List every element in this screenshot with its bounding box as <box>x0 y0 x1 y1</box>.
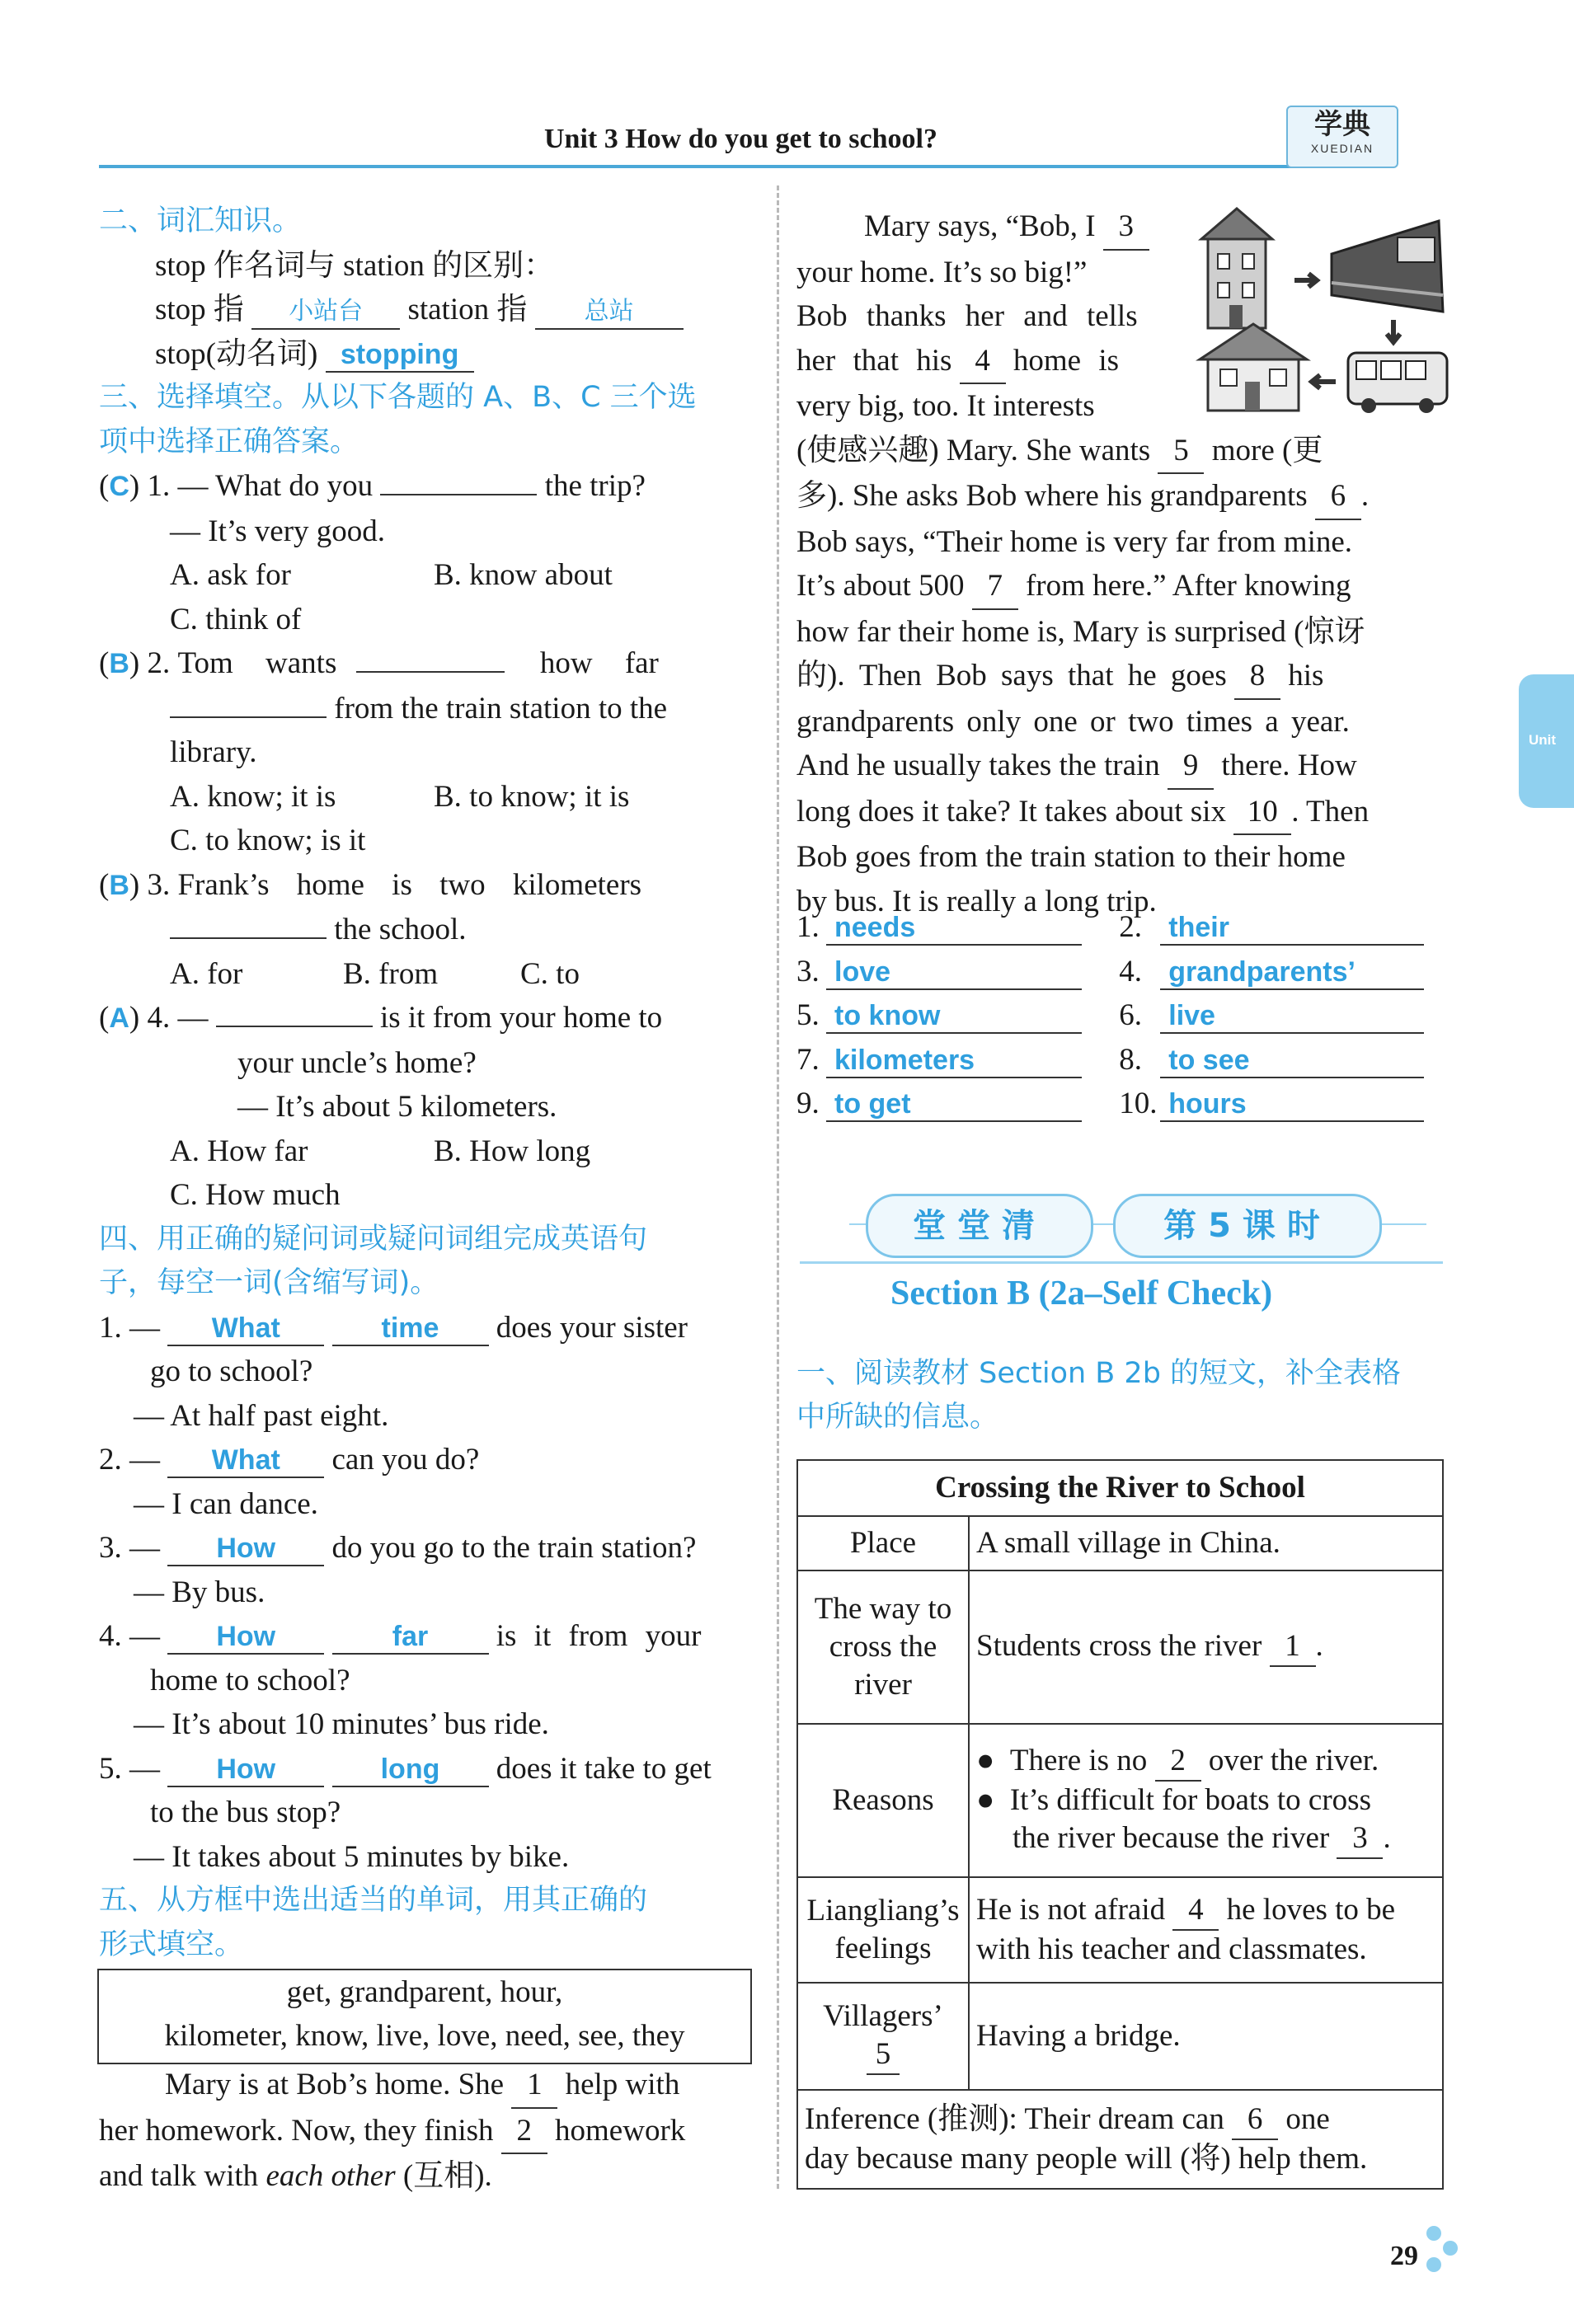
q4-5-answer-2: long <box>332 1753 489 1787</box>
pass-blank-9: 9 <box>1168 744 1214 790</box>
pass-l1-text: Mary says, “Bob, I <box>864 209 1096 243</box>
table-blank-5: 5 <box>867 2035 900 2075</box>
ans-9: to get <box>826 1087 1082 1122</box>
reason-3-text: the river because the river <box>1013 1821 1330 1855</box>
q4-1-line2: go to school? <box>150 1354 313 1388</box>
p5-text1: Mary is at Bob’s home. She <box>165 2068 505 2101</box>
pass-l7-textb: . <box>1360 479 1370 513</box>
part4-heading-2: 子，每空一词(含缩写词)。 <box>99 1266 439 1299</box>
q3-3: (B) 3. Frank’s home is two kilometers <box>99 867 642 902</box>
q4-5-answer-1: How <box>167 1753 324 1787</box>
page-number: 29 <box>1390 2241 1418 2271</box>
section-rule <box>800 1261 1443 1264</box>
q4-1-num: 1. <box>99 1310 122 1345</box>
q3-1-reply: — It’s very good. <box>170 514 386 548</box>
pass-l6-text: (使感兴趣) Mary. She wants <box>796 433 1151 467</box>
verb-answer: stopping <box>326 338 474 373</box>
inf-text2: day because many people will (将) help them. <box>805 2142 1368 2176</box>
q3-2-answer: B <box>109 648 129 679</box>
p5-text3: and talk with <box>99 2159 259 2193</box>
q4-4-answer-2: far <box>332 1620 489 1655</box>
pass-l14-text: long does it take? It takes about six <box>796 794 1226 829</box>
q3-2-opt-a: A. know; it is <box>170 779 336 814</box>
q4-4-text: is it from your <box>496 1619 702 1653</box>
down-arrow-icon <box>1387 320 1400 342</box>
ans-1-num: 1. <box>796 910 820 944</box>
pass-l9 <box>796 564 1456 610</box>
section-title: Section B (2a–Self Check) <box>890 1275 1273 1312</box>
word-box <box>97 1969 752 2064</box>
q4-2: 2. — What can you do? <box>99 1443 480 1477</box>
q3-4-line2: your uncle’s home? <box>237 1045 477 1080</box>
q3-2: (B) 2. Tom wants how far <box>99 646 659 680</box>
q3-2-options <box>99 775 759 819</box>
feel-l1: Liangliang’s <box>806 1894 960 1927</box>
q4-3-text: do you go to the train station? <box>331 1531 697 1565</box>
q3-4-opt-a: A. How far <box>170 1134 308 1168</box>
table-blank-3: 3 <box>1337 1819 1383 1859</box>
table-blank-6: 6 <box>1232 2101 1278 2140</box>
q4-3-answer: How <box>167 1532 324 1566</box>
p5-line3 <box>99 2154 759 2199</box>
pass-l13-text: And he usually takes the train <box>796 749 1160 782</box>
pass-blank-7: 7 <box>972 564 1018 610</box>
pass-l16: by bus. It is really a long trip. <box>796 884 1157 918</box>
row-way-value <box>969 1570 1443 1724</box>
reason-1-end: over the river. <box>1208 1744 1379 1777</box>
q3-2-line3: library. <box>170 735 257 769</box>
inf-text: Inference (推测): Their dream can <box>805 2102 1224 2136</box>
p5-text1b: help with <box>565 2068 680 2101</box>
bus-icon <box>1348 353 1447 413</box>
pass-l12: grandparents only one or two times a year. <box>796 704 1350 739</box>
q4-2-num: 2. <box>99 1443 122 1477</box>
answers-row-1 <box>796 905 1456 950</box>
row-villagers-label <box>797 1983 969 2090</box>
q3-3-opt-b: B. from <box>343 956 439 991</box>
pass-l11-text: 的). Then Bob says that he goes <box>796 659 1227 693</box>
table-row <box>797 1877 1443 1983</box>
way-l2: cross the <box>829 1630 937 1664</box>
q3-3-opt-c: C. to <box>520 956 580 991</box>
way-l1: The way to <box>814 1592 952 1626</box>
ans-2-num: 2. <box>1119 910 1142 944</box>
q4-4: 4. — How far is it from your <box>99 1619 702 1653</box>
reason-3-end: . <box>1383 1821 1391 1855</box>
part5-heading: 五、从方框中选出适当的单词，用其正确的 <box>99 1884 648 1917</box>
q3-3-options <box>99 952 759 997</box>
pass-l10: how far their home is, Mary is surprised (惊讶 <box>796 614 1365 649</box>
q4-1-answer-2: time <box>332 1312 489 1346</box>
pass-l14 <box>796 790 1456 836</box>
q4-5-line2: to the bus stop? <box>150 1796 341 1829</box>
q3-2-blank-1 <box>356 671 505 673</box>
side-tab-label: Unit <box>1529 732 1557 748</box>
pass-l4-textb: home is <box>1013 343 1120 378</box>
ans-10-num: 10. <box>1119 1087 1158 1120</box>
table-blank-2: 2 <box>1155 1742 1201 1782</box>
q4-5-num: 5. <box>99 1751 122 1786</box>
pass-l13-textb: there. How <box>1221 749 1357 782</box>
q4-1: 1. — What time does your sister <box>99 1310 688 1345</box>
ans-5-num: 5. <box>796 998 820 1032</box>
q3-1-opt-c: C. think of <box>170 602 302 636</box>
q4-1-text: does your sister <box>496 1310 688 1345</box>
q3-2-opt-c: C. to know; is it <box>170 824 366 857</box>
row-feelings-label <box>797 1877 969 1983</box>
big-house-icon <box>1201 209 1272 328</box>
row-reasons-label: Reasons <box>797 1724 969 1877</box>
reason-2-text: It’s difficult for boats to cross <box>1009 1783 1371 1817</box>
logo-en: XUEDIAN <box>1310 142 1374 155</box>
logo-cn: 学典 <box>1314 108 1370 141</box>
q3-3-text: Frank’s home is two kilometers <box>177 867 642 902</box>
p5-text3c: (互相). <box>402 2159 492 2193</box>
trip-illustration <box>1191 204 1455 419</box>
table-title-row <box>797 1460 1443 1516</box>
q4-1-reply: — At half past eight. <box>134 1398 389 1433</box>
train-icon <box>1332 221 1443 312</box>
q3-1-opt-b: B. know about <box>434 558 613 592</box>
q3-1-opt-a: A. ask for <box>170 558 291 592</box>
decor-dot <box>1426 2226 1441 2241</box>
part2-line2 <box>99 288 759 332</box>
pass-blank-4: 4 <box>960 339 1006 385</box>
banner-right: 第5课时 <box>1113 1194 1382 1258</box>
feel-l2: feelings <box>834 1932 932 1965</box>
ans-1: needs <box>826 911 1082 946</box>
answers-row-2 <box>796 950 1456 994</box>
q4-4-answer-1: How <box>167 1620 324 1655</box>
way-text: Students cross the river <box>976 1629 1262 1663</box>
row-place-value: A small village in China. <box>969 1516 1443 1570</box>
part4-heading: 四、用正确的疑问词或疑问词组完成英语句 <box>99 1222 648 1256</box>
table-title: Crossing the River to School <box>797 1460 1443 1516</box>
q3-2-opt-b: B. to know; it is <box>434 779 630 814</box>
p5-italic: each other <box>265 2159 396 2193</box>
left-column <box>99 200 759 1967</box>
ans-10: hours <box>1160 1087 1424 1122</box>
q3-2-num: 2. <box>147 646 171 680</box>
p5-blank-2: 2 <box>501 2109 547 2155</box>
q3-3-opt-a: A. for <box>170 956 243 991</box>
table-blank-4: 4 <box>1172 1891 1219 1931</box>
q3-1-text: — What do you <box>177 469 374 503</box>
q4-4-line2: home to school? <box>150 1663 350 1697</box>
pass-l9-text: It’s about 500 <box>796 569 965 603</box>
q3-4-line3: — It’s about 5 kilometers. <box>237 1090 557 1124</box>
pass-l7-text: 多). She asks Bob where his grandparents <box>796 479 1308 513</box>
pass-l9-textb: from here.” After knowing <box>1025 569 1351 603</box>
publisher-logo <box>1286 106 1398 168</box>
q3-4-opt-b: B. How long <box>434 1134 591 1168</box>
ans-2: their <box>1160 911 1424 946</box>
header-rule <box>99 165 1311 168</box>
q3-2-text-c: from the train station to the <box>334 691 668 725</box>
q3-3-line2 <box>99 908 759 952</box>
table-row <box>797 1724 1443 1877</box>
pass-blank-3: 3 <box>1103 204 1149 251</box>
q3-4-blank <box>216 1026 373 1027</box>
q3-2-text: Tom wants <box>177 646 337 680</box>
q3-3-answer: B <box>109 869 129 901</box>
row-reasons-value <box>969 1724 1443 1877</box>
part1b-heading-block <box>796 1352 1456 1439</box>
ans-8-num: 8. <box>1119 1042 1142 1077</box>
part3-heading: 三、选择填空。从以下各题的 A、B、C 三个选 <box>99 381 697 414</box>
pass-l2: your home. It’s so big!” <box>796 255 1088 289</box>
station-label: station 指 <box>407 293 528 326</box>
info-table <box>796 1459 1444 2190</box>
q4-4-reply: — It’s about 10 minutes’ bus ride. <box>134 1707 549 1741</box>
row-inference <box>797 2090 1443 2189</box>
q3-2-blank-2 <box>170 716 327 718</box>
ans-4: grandparents’ <box>1160 955 1424 990</box>
answers-row-4 <box>796 1038 1456 1082</box>
q4-2-answer: What <box>167 1444 324 1478</box>
part1b-heading: 一、阅读教材 Section B 2b 的短文，补全表格 <box>796 1357 1402 1390</box>
ans-6-num: 6. <box>1119 998 1142 1032</box>
part1b-heading-2: 中所缺的信息。 <box>796 1401 999 1434</box>
reason-1: ● There is no 2 over the river. <box>976 1742 1435 1782</box>
q3-3-num: 3. <box>147 867 171 902</box>
unit-title: Unit 3 How do you get to school? <box>544 124 937 154</box>
pass-blank-5: 5 <box>1158 429 1204 475</box>
q3-4-text: is it from your home to <box>379 1001 663 1035</box>
p5-blank-1: 1 <box>511 2063 557 2109</box>
p5-line1 <box>99 2063 759 2109</box>
way-l3: river <box>854 1668 912 1702</box>
row-place-label: Place <box>797 1516 969 1570</box>
q3-2-line2 <box>99 687 759 731</box>
part2-line3 <box>99 332 759 377</box>
pass-l8: Bob says, “Their home is very far from mine. <box>796 524 1353 559</box>
part3-heading-2: 项中选择正确答案。 <box>99 425 359 458</box>
word-box-line1: get, grandparent, hour, <box>286 1975 563 2009</box>
ans-5: to know <box>826 999 1082 1034</box>
answer-grid <box>796 905 1456 1126</box>
q4-4-num: 4. <box>99 1619 122 1653</box>
part2-line1: stop 作名词与 station 的区别： <box>155 248 555 283</box>
q3-1-options <box>99 553 759 598</box>
table-row <box>797 1570 1443 1724</box>
q3-4: (A) 4. — is it from your home to <box>99 1001 663 1035</box>
q3-1: (C) 1. — What do you the trip? <box>99 469 646 503</box>
pass-l14-textb: . Then <box>1291 794 1370 829</box>
feel-text2: with his teacher and classmates. <box>976 1932 1367 1966</box>
right-arrow-icon <box>1294 274 1317 287</box>
q3-4-dash: — <box>177 1001 209 1035</box>
answers-row-3 <box>796 993 1456 1038</box>
q4-3-num: 3. <box>99 1531 122 1565</box>
table-row <box>797 1983 1443 2090</box>
word-box-line2: kilometer, know, live, love, need, see, they <box>164 2019 685 2053</box>
row-way-label <box>797 1570 969 1724</box>
ans-6: live <box>1160 999 1424 1034</box>
decor-dot <box>1426 2257 1441 2272</box>
ans-8: to see <box>1160 1044 1424 1078</box>
part5-heading-2: 形式填空。 <box>99 1927 244 1961</box>
station-answer: 总站 <box>535 295 684 330</box>
way-end: . <box>1315 1629 1323 1663</box>
pass-l7 <box>796 474 1456 520</box>
p5-line2 <box>99 2109 759 2155</box>
q3-1-answer: C <box>109 471 129 502</box>
part2-heading: 二、词汇知识。 <box>99 204 302 237</box>
ans-3: love <box>826 955 1082 990</box>
pass-l15: Bob goes from the train station to their home <box>796 840 1346 874</box>
ans-4-num: 4. <box>1119 954 1142 988</box>
q4-3: 3. — How do you go to the train station? <box>99 1531 697 1565</box>
column-divider <box>777 185 779 2189</box>
reason-1-text: There is no <box>1009 1744 1148 1777</box>
pass-l5: very big, too. It interests <box>796 389 1095 423</box>
unit-side-tab <box>1519 674 1574 808</box>
pass-l11 <box>796 654 1456 700</box>
pass-blank-6: 6 <box>1315 474 1361 520</box>
stop-answer: 小站台 <box>251 295 400 330</box>
grandparents-house-icon <box>1200 324 1307 411</box>
q3-3-blank <box>170 937 327 939</box>
q3-4-num: 4. <box>147 1001 171 1035</box>
pass-l13 <box>796 744 1456 790</box>
q4-5-text: does it take to get <box>496 1751 712 1786</box>
q3-1-text-b: the trip? <box>544 469 646 503</box>
part5-passage <box>99 2063 759 2199</box>
reason-2: ● It’s difficult for boats to cross <box>976 1783 1371 1817</box>
feel-textb: he loves to be <box>1226 1893 1396 1927</box>
page-header <box>99 109 1393 167</box>
ans-9-num: 9. <box>796 1087 820 1120</box>
ans-7: kilometers <box>826 1044 1082 1078</box>
row-feelings-value <box>969 1877 1443 1983</box>
pass-blank-8: 8 <box>1234 654 1280 700</box>
inf-textb: one <box>1285 2102 1330 2136</box>
q3-3-text-b: the school. <box>334 913 467 946</box>
decor-dot <box>1443 2241 1458 2256</box>
lesson-banner <box>849 1187 1426 1261</box>
q3-4-opt-c: C. How much <box>170 1178 341 1212</box>
q3-4-answer: A <box>109 1002 129 1034</box>
row-villagers-value: Having a bridge. <box>969 1983 1443 2090</box>
q3-2-text-b: how far <box>539 646 659 680</box>
table-row <box>797 2090 1443 2189</box>
pass-l6-textb: more (更 <box>1211 433 1323 467</box>
stop-label: stop 指 <box>155 293 244 326</box>
pass-l6 <box>796 429 1456 475</box>
table-blank-1: 1 <box>1270 1627 1316 1667</box>
pass-l4-text: her that his <box>796 343 952 378</box>
ans-7-num: 7. <box>796 1042 820 1077</box>
pass-blank-10: 10 <box>1233 790 1291 836</box>
answers-row-5 <box>796 1082 1456 1126</box>
q4-5-reply: — It takes about 5 minutes by bike. <box>134 1839 570 1874</box>
q4-1-answer-1: What <box>167 1312 324 1346</box>
q4-5: 5. — How long does it take to get <box>99 1751 712 1786</box>
p5-text2: her homework. Now, they finish <box>99 2113 494 2148</box>
left-arrow-icon <box>1312 375 1336 388</box>
pass-l3: Bob thanks her and tells <box>796 299 1138 333</box>
p5-text2b: homework <box>555 2113 686 2148</box>
feel-text: He is not afraid <box>976 1893 1166 1927</box>
table-row <box>797 1516 1443 1570</box>
q4-2-reply: — I can dance. <box>134 1486 318 1521</box>
ans-3-num: 3. <box>796 954 820 988</box>
vill-l1: Villagers’ <box>823 1999 943 2033</box>
reason-3 <box>976 1819 1435 1859</box>
verb-label: stop(动名词) <box>155 336 318 371</box>
q4-3-reply: — By bus. <box>134 1575 265 1609</box>
q3-4-options <box>99 1129 759 1174</box>
banner-left: 堂堂清 <box>866 1194 1093 1258</box>
q3-1-num: 1. <box>147 469 171 503</box>
q3-1-blank <box>380 494 537 495</box>
pass-l11-textb: his <box>1288 659 1324 693</box>
q4-2-text: can you do? <box>331 1443 480 1477</box>
